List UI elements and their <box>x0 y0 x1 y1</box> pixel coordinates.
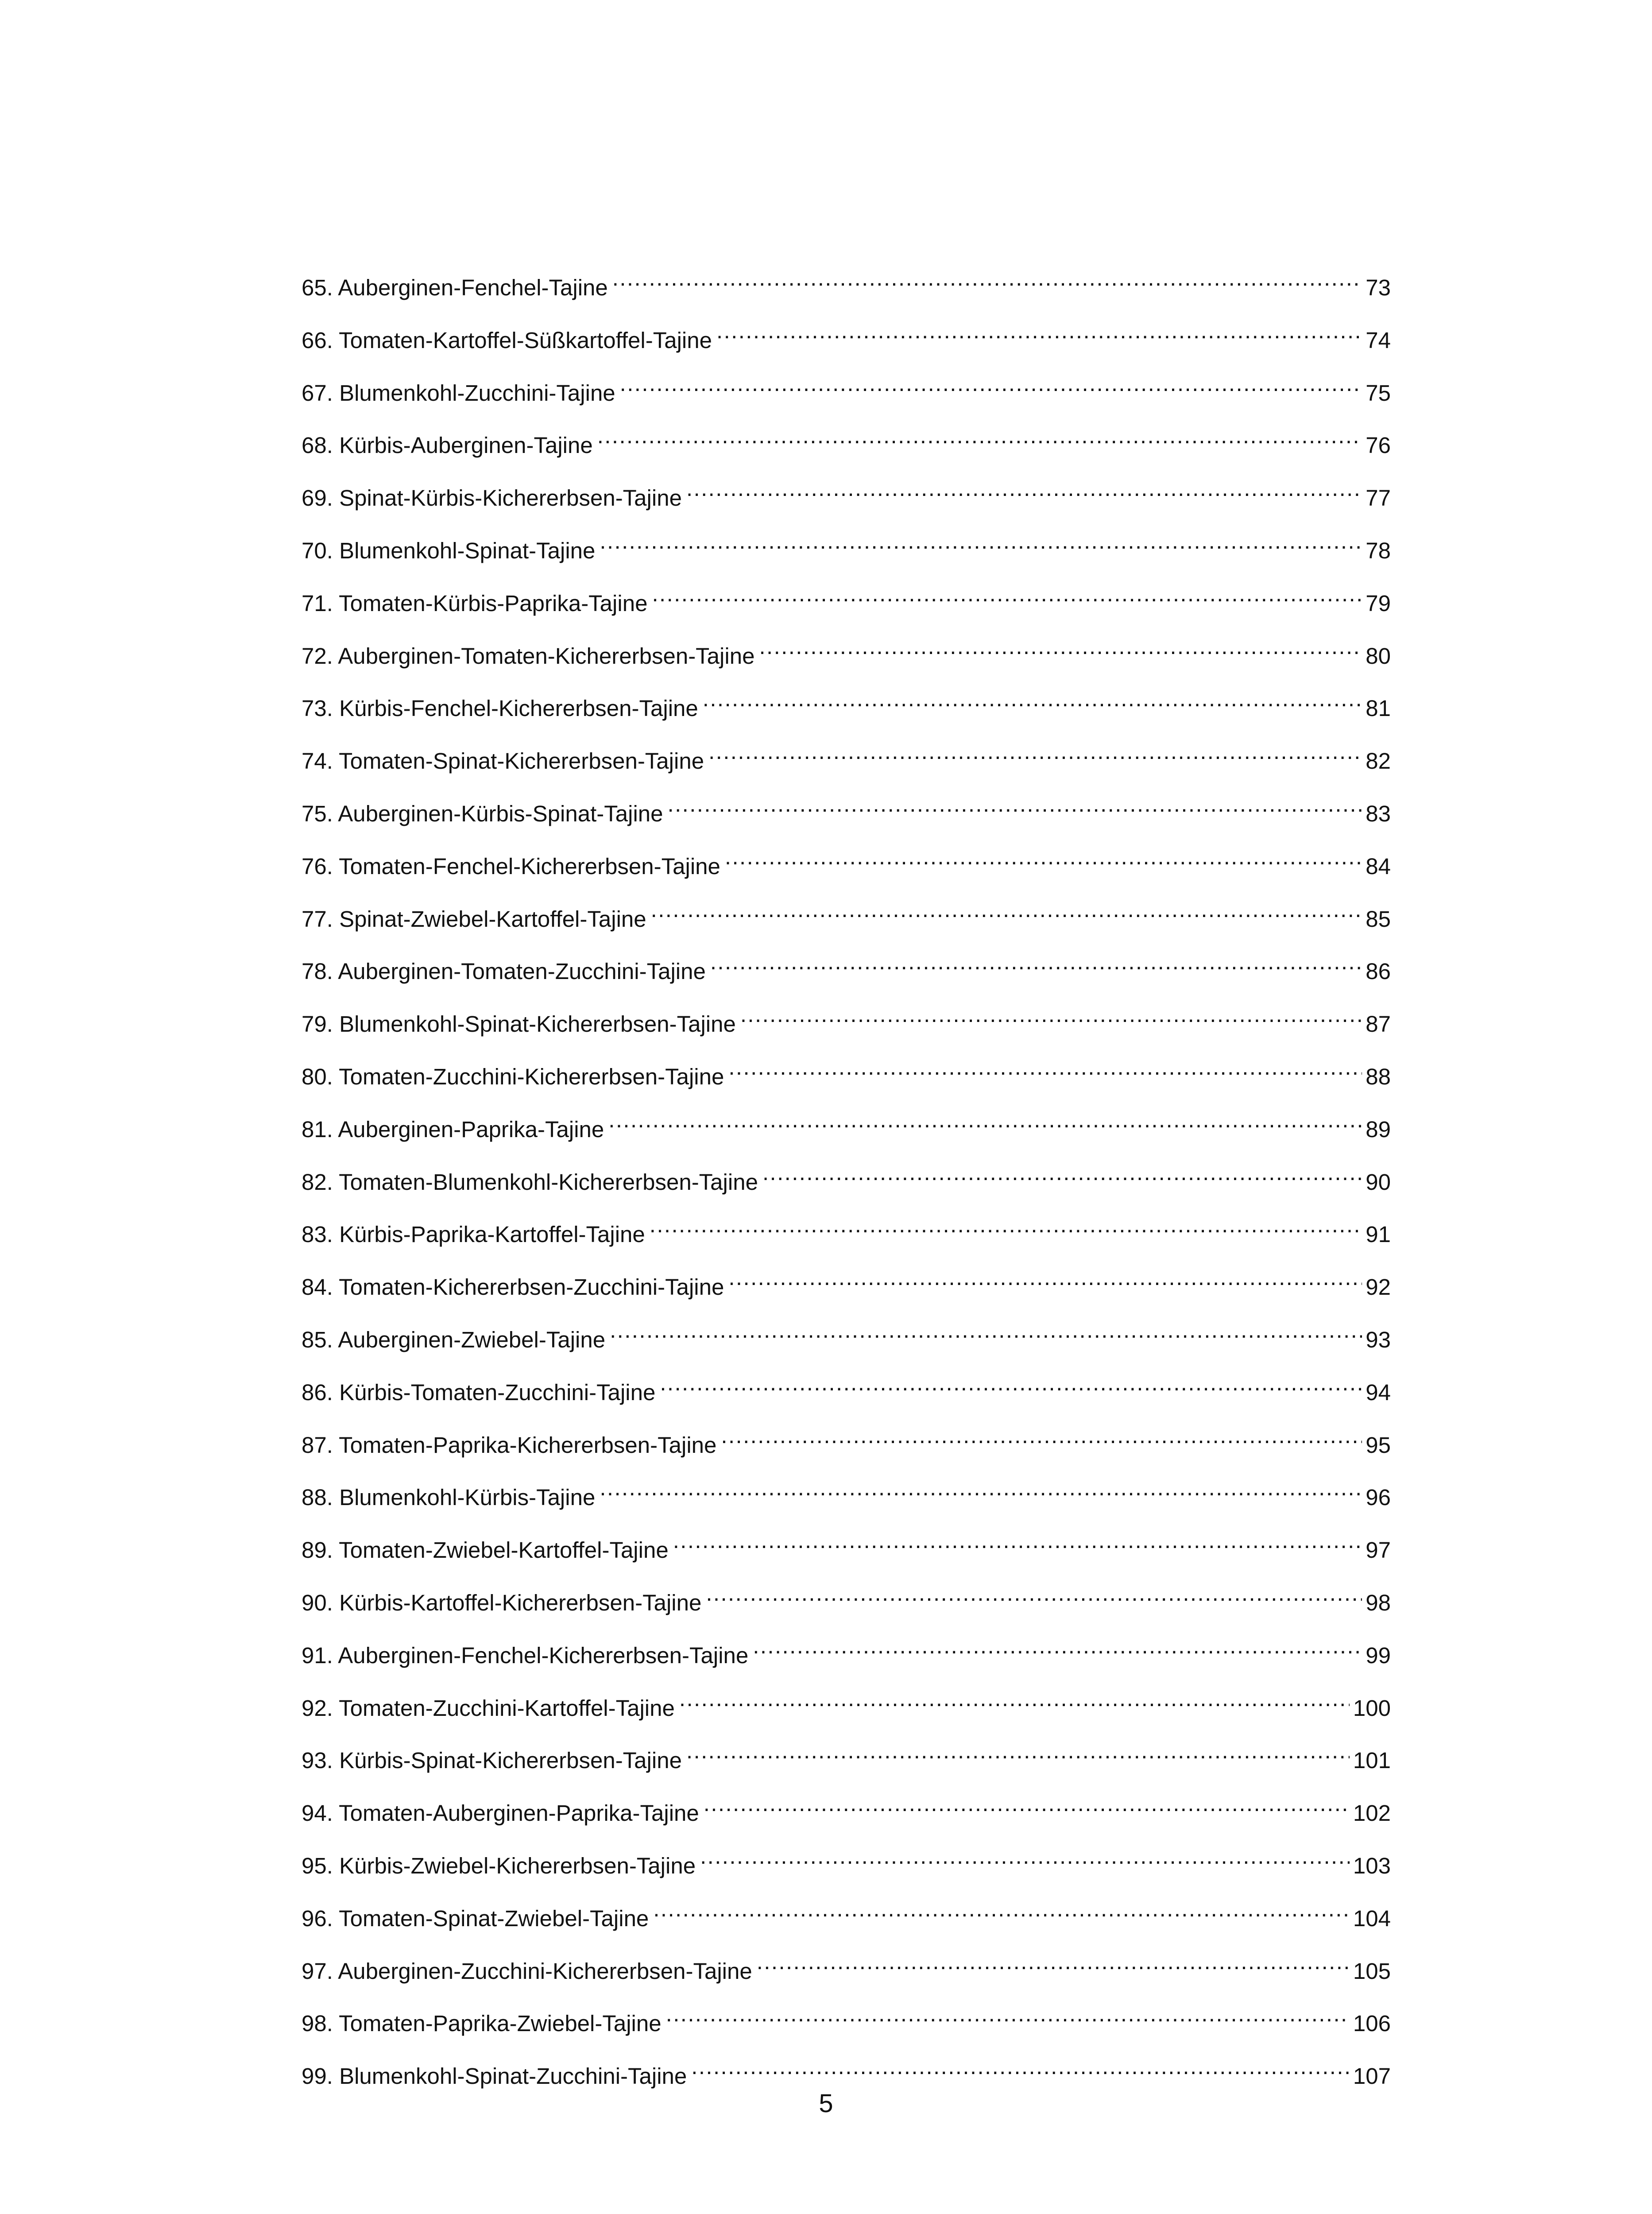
toc-entry-title: 78. Auberginen-Tomaten-Zucchini-Tajine <box>302 956 710 987</box>
toc-entry-title: 82. Tomaten-Blumenkohl-Kichererbsen-Tajine <box>302 1166 762 1198</box>
toc-entry-page-number: 89 <box>1366 1116 1391 1142</box>
toc-entry[interactable] <box>302 579 1391 632</box>
toc-entry[interactable] <box>302 1210 1391 1263</box>
dot-leader <box>600 1473 1362 1505</box>
toc-entry-page-number: 88 <box>1366 1064 1391 1089</box>
toc-entry-title: 73. Kürbis-Fenchel-Kichererbsen-Tajine <box>302 693 703 724</box>
toc-entry-title: 98. Tomaten-Paprika-Zwiebel-Tajine <box>302 2008 666 2040</box>
toc-entry-page-number: 103 <box>1353 1853 1391 1878</box>
toc-entry-title: 92. Tomaten-Zucchini-Kartoffel-Tajine <box>302 1692 679 1724</box>
toc-entry-title: 93. Kürbis-Spinat-Kichererbsen-Tajine <box>302 1745 686 1777</box>
toc-entry-page-number: 101 <box>1353 1748 1391 1773</box>
toc-entry-page-number: 80 <box>1366 643 1391 669</box>
toc-entry-title: 90. Kürbis-Kartoffel-Kichererbsen-Tajine <box>302 1587 706 1619</box>
toc-entry-title: 87. Tomaten-Paprika-Kichererbsen-Tajine <box>302 1429 721 1461</box>
toc-entry[interactable] <box>302 474 1391 526</box>
toc-entry[interactable] <box>302 790 1391 842</box>
toc-entry-title: 79. Blumenkohl-Spinat-Kichererbsen-Tajine <box>302 1008 740 1040</box>
toc-entry-title: 81. Auberginen-Paprika-Tajine <box>302 1114 608 1146</box>
dot-leader <box>728 1263 1362 1295</box>
dot-leader <box>686 1736 1350 1768</box>
toc-entry-title: 65. Auberginen-Fenchel-Tajine <box>302 272 612 304</box>
dot-leader <box>620 369 1362 401</box>
toc-entry-page-number: 98 <box>1366 1590 1391 1615</box>
toc-entry[interactable] <box>302 369 1391 422</box>
dot-leader <box>608 1105 1362 1137</box>
dot-leader <box>753 1631 1362 1663</box>
dot-leader <box>666 1999 1350 2031</box>
dot-leader <box>653 1894 1350 1926</box>
toc-entry[interactable] <box>302 1053 1391 1105</box>
toc-entry-page-number: 77 <box>1366 485 1391 511</box>
toc-entry-page-number: 106 <box>1353 2011 1391 2036</box>
toc-entry[interactable] <box>302 1579 1391 1631</box>
toc-entry-page-number: 94 <box>1366 1379 1391 1405</box>
toc-entry-title: 95. Kürbis-Zwiebel-Kichererbsen-Tajine <box>302 1850 700 1882</box>
dot-leader <box>686 474 1362 506</box>
toc-entry-title: 66. Tomaten-Kartoffel-Süßkartoffel-Tajine <box>302 325 716 356</box>
dot-leader <box>679 1684 1350 1716</box>
dot-leader <box>740 1000 1362 1032</box>
dot-leader <box>704 1789 1350 1821</box>
toc-entry-title: 86. Kürbis-Tomaten-Zucchini-Tajine <box>302 1377 660 1409</box>
toc-entry-page-number: 99 <box>1366 1642 1391 1668</box>
toc-entry[interactable] <box>302 1368 1391 1421</box>
toc-entry[interactable] <box>302 1316 1391 1368</box>
toc-entry-page-number: 105 <box>1353 1958 1391 1984</box>
toc-entry-page-number: 73 <box>1366 275 1391 300</box>
toc-entry[interactable] <box>302 263 1391 316</box>
dot-leader <box>700 1842 1350 1873</box>
dot-leader <box>762 1158 1362 1190</box>
toc-entry-title: 84. Tomaten-Kichererbsen-Zucchini-Tajine <box>302 1271 728 1303</box>
toc-entry-page-number: 92 <box>1366 1274 1391 1300</box>
toc-entry-page-number: 102 <box>1353 1800 1391 1826</box>
toc-entry-page-number: 84 <box>1366 853 1391 879</box>
toc-entry-title: 80. Tomaten-Zucchini-Kichererbsen-Tajine <box>302 1061 728 1093</box>
toc-entry-title: 71. Tomaten-Kürbis-Paprika-Tajine <box>302 588 652 619</box>
toc-entry[interactable] <box>302 1473 1391 1526</box>
dot-leader <box>673 1526 1362 1558</box>
toc-entry-page-number: 81 <box>1366 696 1391 721</box>
toc-entry[interactable] <box>302 1631 1391 1684</box>
toc-entry[interactable] <box>302 1105 1391 1158</box>
toc-entry[interactable] <box>302 842 1391 895</box>
toc-entry-title: 96. Tomaten-Spinat-Zwiebel-Tajine <box>302 1903 653 1935</box>
toc-entry[interactable] <box>302 526 1391 579</box>
toc-entry-page-number: 83 <box>1366 801 1391 826</box>
toc-entry-page-number: 82 <box>1366 748 1391 774</box>
toc-entry-page-number: 100 <box>1353 1695 1391 1721</box>
dot-leader <box>660 1368 1362 1400</box>
dot-leader <box>759 632 1362 664</box>
dot-leader <box>716 316 1362 348</box>
table-of-contents <box>302 263 1391 2105</box>
toc-entry-title: 68. Kürbis-Auberginen-Tajine <box>302 430 597 461</box>
toc-entry[interactable] <box>302 737 1391 790</box>
dot-leader <box>757 1947 1350 1979</box>
dot-leader <box>597 421 1362 453</box>
dot-leader <box>668 790 1362 821</box>
toc-entry-title: 67. Blumenkohl-Zucchini-Tajine <box>302 377 620 409</box>
toc-entry-page-number: 75 <box>1366 380 1391 406</box>
toc-entry[interactable] <box>302 1842 1391 1894</box>
dot-leader <box>703 684 1362 716</box>
toc-entry[interactable] <box>302 895 1391 948</box>
toc-entry[interactable] <box>302 632 1391 685</box>
dot-leader <box>691 2052 1350 2084</box>
toc-entry[interactable] <box>302 1789 1391 1842</box>
toc-entry-title: 76. Tomaten-Fenchel-Kichererbsen-Tajine <box>302 851 725 883</box>
toc-entry-page-number: 90 <box>1366 1169 1391 1195</box>
toc-entry[interactable] <box>302 1158 1391 1211</box>
toc-entry-title: 75. Auberginen-Kürbis-Spinat-Tajine <box>302 798 668 830</box>
toc-entry[interactable] <box>302 1421 1391 1474</box>
toc-entry-page-number: 95 <box>1366 1432 1391 1458</box>
dot-leader <box>721 1421 1362 1453</box>
toc-entry-title: 85. Auberginen-Zwiebel-Tajine <box>302 1324 610 1356</box>
dot-leader <box>706 1579 1362 1610</box>
toc-entry-title: 97. Auberginen-Zucchini-Kichererbsen-Tajine <box>302 1955 757 1987</box>
toc-entry-page-number: 86 <box>1366 959 1391 984</box>
toc-entry-page-number: 87 <box>1366 1011 1391 1037</box>
toc-entry[interactable] <box>302 1684 1391 1737</box>
toc-entry-title: 77. Spinat-Zwiebel-Kartoffel-Tajine <box>302 903 651 935</box>
toc-entry[interactable] <box>302 1263 1391 1316</box>
toc-entry-page-number: 78 <box>1366 538 1391 563</box>
toc-entry-page-number: 93 <box>1366 1327 1391 1352</box>
toc-entry-page-number: 104 <box>1353 1905 1391 1931</box>
toc-entry-page-number: 91 <box>1366 1222 1391 1247</box>
toc-entry-title: 89. Tomaten-Zwiebel-Kartoffel-Tajine <box>302 1534 673 1566</box>
toc-entry-title: 70. Blumenkohl-Spinat-Tajine <box>302 535 600 567</box>
page-number: 5 <box>819 2089 833 2118</box>
toc-entry[interactable] <box>302 684 1391 737</box>
dot-leader <box>725 842 1362 874</box>
toc-entry-page-number: 96 <box>1366 1485 1391 1510</box>
toc-entry-page-number: 76 <box>1366 433 1391 458</box>
toc-entry[interactable] <box>302 316 1391 369</box>
dot-leader <box>651 895 1362 927</box>
toc-entry-page-number: 79 <box>1366 590 1391 616</box>
toc-entry[interactable] <box>302 947 1391 1000</box>
toc-entry-title: 91. Auberginen-Fenchel-Kichererbsen-Tajine <box>302 1640 753 1672</box>
toc-entry-page-number: 107 <box>1353 2063 1391 2089</box>
toc-entry-page-number: 97 <box>1366 1537 1391 1563</box>
toc-entry[interactable] <box>302 1526 1391 1579</box>
toc-entry-title: 94. Tomaten-Auberginen-Paprika-Tajine <box>302 1797 704 1829</box>
dot-leader <box>650 1210 1362 1242</box>
toc-entry-page-number: 74 <box>1366 327 1391 353</box>
toc-entry-title: 88. Blumenkohl-Kürbis-Tajine <box>302 1482 600 1513</box>
toc-entry[interactable] <box>302 1894 1391 1947</box>
toc-entry[interactable] <box>302 1736 1391 1789</box>
dot-leader <box>728 1053 1362 1084</box>
dot-leader <box>610 1316 1362 1347</box>
toc-entry[interactable] <box>302 1999 1391 2052</box>
toc-entry-title: 69. Spinat-Kürbis-Kichererbsen-Tajine <box>302 482 686 514</box>
toc-entry-page-number: 85 <box>1366 906 1391 932</box>
toc-entry-title: 99. Blumenkohl-Spinat-Zucchini-Tajine <box>302 2060 691 2092</box>
toc-entry-title: 83. Kürbis-Paprika-Kartoffel-Tajine <box>302 1219 650 1250</box>
toc-entry-title: 72. Auberginen-Tomaten-Kichererbsen-Tajine <box>302 640 759 672</box>
dot-leader <box>612 263 1362 295</box>
dot-leader <box>652 579 1362 611</box>
toc-entry[interactable] <box>302 1000 1391 1053</box>
toc-entry-title: 74. Tomaten-Spinat-Kichererbsen-Tajine <box>302 745 708 777</box>
dot-leader <box>710 947 1362 979</box>
toc-entry[interactable] <box>302 421 1391 474</box>
toc-entry[interactable] <box>302 1947 1391 2000</box>
dot-leader <box>708 737 1362 769</box>
dot-leader <box>600 526 1362 558</box>
